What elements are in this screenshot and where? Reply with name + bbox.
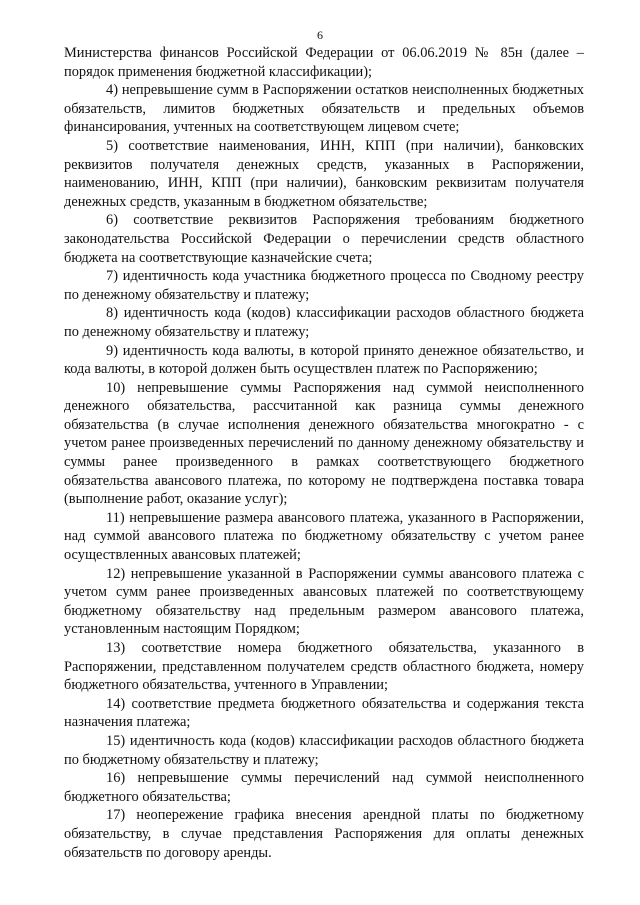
paragraph: 9) идентичность кода валюты, в которой принято денежное обязательство, и кода валюты, в которой должен быть осуществлен платеж по Распоряжению;: [64, 342, 584, 378]
page-number: 6: [317, 28, 323, 42]
paragraph: 11) непревышение размера авансового платежа, указанного в Распоряжении, над суммой авансового платежа по бюджетному обязательству с учетом ранее осуществленных авансовых платежей;: [64, 509, 584, 564]
paragraph: 8) идентичность кода (кодов) классификации расходов областного бюджета по денежному обязательству и платежу;: [64, 305, 584, 340]
paragraph: 17) неопережение графика внесения арендной платы по бюджетному обязательству, в случае представления Распоряжения для оплаты денежных обязательств по договору аренды.: [64, 807, 584, 861]
paragraph: 6) соответствие реквизитов Распоряжения требованиям бюджетного законодательства Российской Федерации о перечислении средств областного бюджета на соответствующие казначейские счета;: [64, 212, 584, 266]
paragraph: 16) непревышение суммы перечислений над суммой неисполненного бюджетного обязательства;: [64, 770, 584, 805]
document-body: [64, 44, 584, 862]
paragraph: 14) соответствие предмета бюджетного обязательства и содержания текста назначения платежа;: [64, 695, 584, 731]
paragraph: 15) идентичность кода (кодов) классификации расходов областного бюджета по бюджетному обязательству и платежу;: [64, 732, 584, 768]
paragraph: 7) идентичность кода участника бюджетного процесса по Сводному реестру по денежному обязательству и платежу;: [64, 268, 584, 303]
paragraph: 12) непревышение указанной в Распоряжении суммы авансового платежа с учетом сумм ранее произведенных авансовых платежей по соответствующему бюджетному обязательству над предельным размером авансового платежа, установленным настоящим Порядком;: [64, 565, 584, 638]
paragraph: Министерства финансов Российской Федерации от 06.06.2019 № 85н (далее – порядок применения бюджетной классификации);: [64, 45, 584, 80]
paragraph: 5) соответствие наименования, ИНН, КПП (при наличии), банковских реквизитов получателя денежных средств, указанных в Распоряжении, наименованию, ИНН, КПП (при наличии), банковским реквизитам получателя денежных средств, указанным в бюджетном обязательстве;: [64, 137, 584, 210]
paragraph: 4) непревышение сумм в Распоряжении остатков неисполненных бюджетных обязательств, лимитов бюджетных обязательств и предельных объемов финансирования, учтенных на соответствующем лицевом счете;: [64, 82, 584, 136]
paragraph: 10) непревышение суммы Распоряжения над суммой неисполненного денежного обязательства, рассчитанной как разница суммы денежного обязательства (в случае исполнения денежного обязательства многократно - с учетом ранее произведенных перечислений по данному денежному обязательству и суммы ранее произведенного в рамках соответствующего бюджетного обязательства авансового платежа, по которому не подтверждена поставка товара (выполнение работ, оказание услуг);: [64, 379, 584, 508]
paragraph: 13) соответствие номера бюджетного обязательства, указанного в Распоряжении, представленном получателем средств областного бюджета, номеру бюджетного обязательства, учтенного в Управлении;: [64, 640, 584, 694]
